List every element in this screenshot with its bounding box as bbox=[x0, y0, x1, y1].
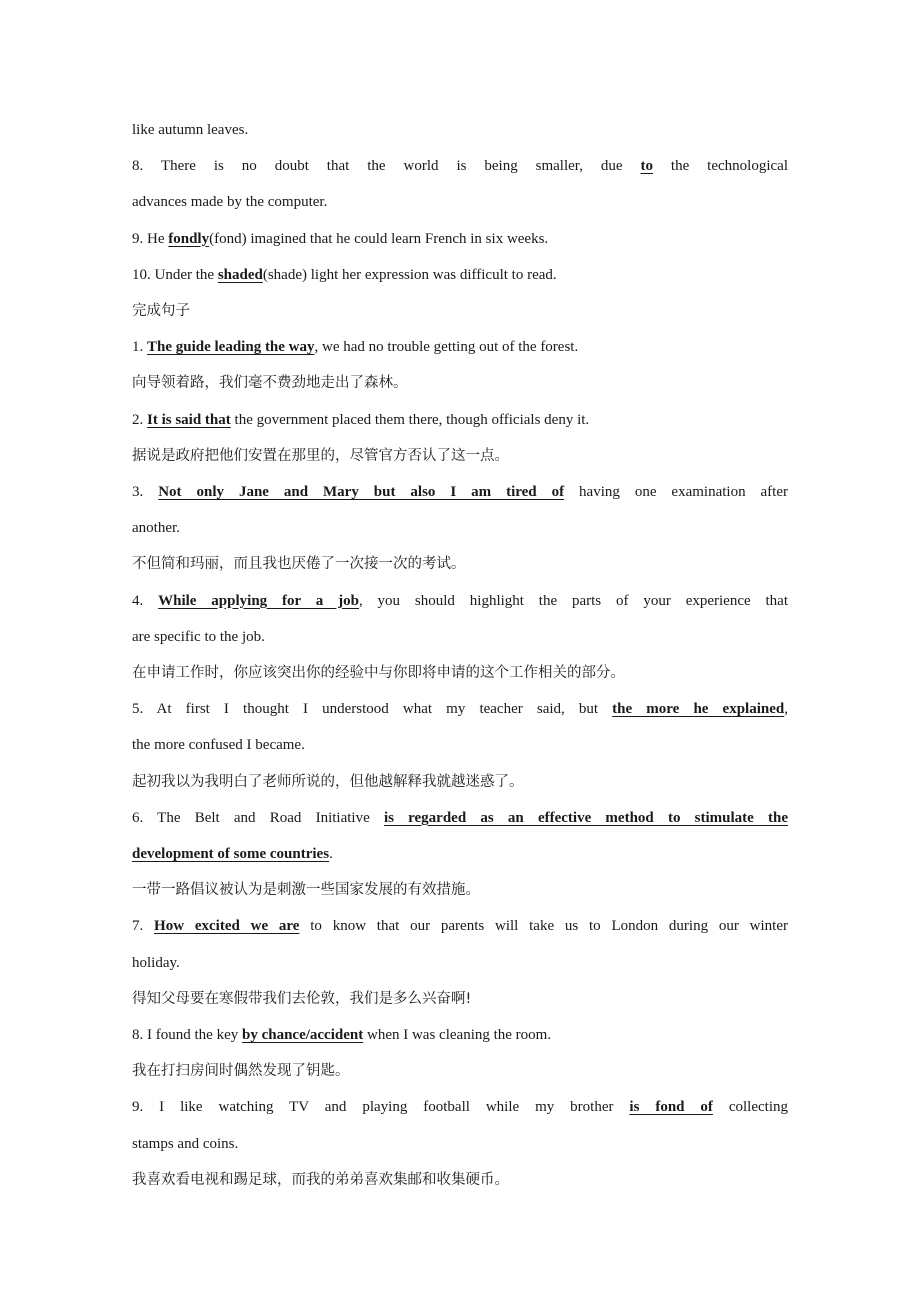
answer-text: Not only Jane and Mary but also I am tired of bbox=[158, 484, 565, 500]
translation-line bbox=[132, 373, 788, 393]
text-segment: 起初我以为我明白了老师所说的，但他越解释我就越迷惑了。 bbox=[132, 773, 524, 790]
text-segment: 我在打扫房间时偶然发现了钥匙。 bbox=[132, 1063, 350, 1080]
text-segment: 2. bbox=[132, 411, 147, 428]
answer-text: The guide leading the way bbox=[147, 339, 315, 356]
translation-line bbox=[132, 663, 788, 683]
text-line bbox=[132, 518, 788, 538]
text-segment: another. bbox=[132, 520, 180, 537]
text-segment: 9. I like watching TV and playing football while my brother bbox=[132, 1099, 630, 1116]
text-line bbox=[132, 627, 788, 647]
text-segment: the more confused I became. bbox=[132, 737, 305, 754]
text-segment: , bbox=[784, 701, 788, 718]
text-segment: to know that our parents will take us to London during our winter bbox=[299, 918, 788, 935]
answer-text: While applying for a job bbox=[158, 592, 359, 609]
text-segment: are specific to the job. bbox=[132, 628, 265, 645]
text-segment: 我喜欢看电视和踢足球，而我的弟弟喜欢集邮和收集硬币。 bbox=[132, 1171, 509, 1188]
translation-line bbox=[132, 554, 788, 574]
text-segment: 完成句子 bbox=[132, 303, 190, 319]
text-line bbox=[132, 120, 788, 140]
text-segment: 9. He bbox=[132, 230, 169, 247]
text-segment: 5. At first I thought I understood what my teacher said, but bbox=[132, 701, 613, 718]
text-line bbox=[132, 337, 788, 357]
text-line bbox=[132, 192, 788, 212]
text-segment: holiday. bbox=[132, 954, 180, 971]
answer-text: shaded bbox=[217, 266, 263, 283]
text-line bbox=[132, 482, 788, 502]
text-segment: (fond) imagined that he could learn French in six weeks. bbox=[209, 230, 549, 247]
text-segment: collecting bbox=[712, 1099, 788, 1116]
text-segment: 8. There is no doubt that the world is being smaller, due bbox=[132, 158, 641, 175]
answer-text: to bbox=[640, 158, 653, 175]
text-segment: like autumn leaves. bbox=[132, 122, 249, 138]
answer-text: by chance/accident bbox=[241, 1027, 364, 1043]
answer-text: How excited we are bbox=[154, 918, 300, 935]
text-segment: the technological bbox=[652, 158, 788, 175]
text-line bbox=[132, 844, 788, 864]
answer-text: It is said that bbox=[147, 411, 231, 428]
text-line bbox=[132, 1097, 788, 1117]
answer-text: is regarded as an effective method to stimulate the bbox=[383, 809, 788, 826]
answer-text: is fond of bbox=[629, 1099, 713, 1116]
text-line bbox=[132, 265, 788, 285]
translation-line bbox=[132, 301, 788, 321]
text-segment: 10. Under the bbox=[132, 266, 218, 283]
text-line bbox=[132, 735, 788, 755]
translation-line bbox=[132, 989, 788, 1009]
text-segment: 一带一路倡议被认为是刺激一些国家发展的有效措施。 bbox=[132, 882, 480, 899]
translation-line bbox=[132, 772, 788, 792]
translation-line bbox=[132, 880, 788, 900]
text-segment: stamps and coins. bbox=[132, 1135, 239, 1152]
text-segment: , we had no trouble getting out of the forest. bbox=[314, 339, 579, 356]
text-segment: 3. bbox=[132, 484, 159, 500]
text-line bbox=[132, 953, 788, 973]
translation-line bbox=[132, 1170, 788, 1190]
text-segment: (shade) light her expression was difficult to read. bbox=[262, 266, 557, 283]
text-segment: 1. bbox=[132, 339, 147, 356]
text-line bbox=[132, 916, 788, 936]
text-segment: . bbox=[329, 846, 333, 862]
text-segment: , you should highlight the parts of your experience that bbox=[358, 592, 788, 609]
answer-text: development of some countries bbox=[132, 846, 330, 862]
answer-text: fondly bbox=[168, 230, 210, 247]
text-line bbox=[132, 156, 788, 176]
text-segment: when I was cleaning the room. bbox=[363, 1027, 552, 1043]
text-segment: the government placed them there, though officials deny it. bbox=[230, 411, 590, 428]
text-segment: 不但简和玛丽，而且我也厌倦了一次接一次的考试。 bbox=[132, 556, 466, 573]
answer-text: the more he explained bbox=[612, 701, 785, 718]
text-line bbox=[132, 591, 788, 611]
translation-line bbox=[132, 446, 788, 466]
text-segment: 在申请工作时，你应该突出你的经验中与你即将申请的这个工作相关的部分。 bbox=[132, 665, 625, 681]
text-line bbox=[132, 1025, 788, 1045]
text-segment: advances made by the computer. bbox=[132, 194, 328, 211]
text-segment: 7. bbox=[132, 918, 155, 935]
text-line bbox=[132, 229, 788, 249]
text-segment: 8. I found the key bbox=[132, 1027, 242, 1043]
text-line bbox=[132, 410, 788, 430]
text-segment: 据说是政府把他们安置在那里的，尽管官方否认了这一点。 bbox=[132, 447, 509, 464]
translation-line bbox=[132, 1061, 788, 1081]
text-segment: 6. The Belt and Road Initiative bbox=[132, 809, 384, 826]
text-segment: 得知父母要在寒假带我们去伦敦，我们是多么兴奋啊! bbox=[132, 990, 472, 1007]
text-line bbox=[132, 699, 788, 719]
text-line bbox=[132, 808, 788, 828]
text-line bbox=[132, 1134, 788, 1154]
text-segment: having one examination after bbox=[564, 484, 788, 500]
text-segment: 向导领着路，我们毫不费劲地走出了森林。 bbox=[132, 375, 408, 392]
text-segment: 4. bbox=[132, 592, 159, 609]
